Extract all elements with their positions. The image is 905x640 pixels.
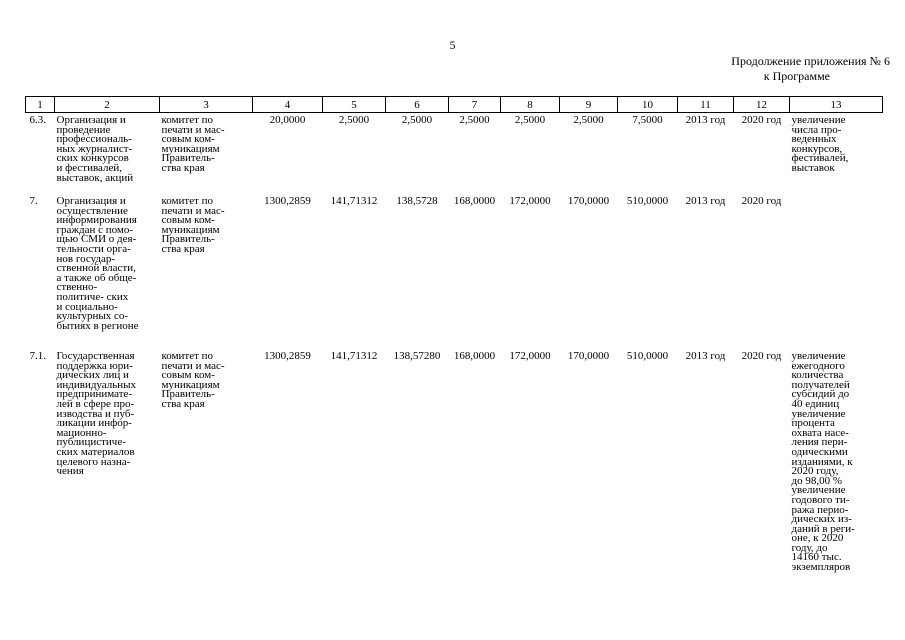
value-col-10: 510,0000 bbox=[626, 350, 669, 362]
expected-result: увеличение числа про- веденных конкурсов, фестивалей, выставок bbox=[791, 114, 849, 174]
measure-name: Организация и осуществление информирования граждан с помо- щью СМИ о дея- тельности орга- нов государ- ственной власти, а также об обще- ственно- политиче- ских и социально- культурных со- бытиях в регионе bbox=[56, 195, 139, 332]
value-col-10: 510,0000 bbox=[626, 195, 669, 207]
total-value: 1300,2859 bbox=[264, 350, 311, 362]
value-col-6: 138,57280 bbox=[393, 350, 441, 362]
row-number: 6.3. bbox=[29, 114, 46, 126]
header-cell: 5 bbox=[323, 97, 386, 113]
measure-name: Государственная поддержка юри- дических лиц и индивидуальных предпринимате- лей в сфере про- изводства и пуб- ликации инфор- мационно- публицистиче- ских материалов целевого назна- чения bbox=[56, 350, 137, 478]
page-number: 5 bbox=[449, 38, 456, 52]
executor: комитет по печати и мас- совым ком- муникациям Правитель- ства края bbox=[161, 350, 225, 410]
table-row bbox=[26, 113, 883, 195]
value-col-7: 168,0000 bbox=[453, 350, 496, 362]
value-col-7: 168,0000 bbox=[453, 195, 496, 207]
continuation-line-1: Продолжение приложения № 6 bbox=[731, 54, 890, 68]
end-year: 2020 год bbox=[741, 350, 782, 362]
end-year: 2020 год bbox=[741, 195, 782, 207]
end-year: 2020 год bbox=[741, 114, 782, 126]
appendix-continuation bbox=[690, 54, 890, 84]
header-cell: 6 bbox=[386, 97, 449, 113]
header-row bbox=[26, 97, 883, 113]
expected-result: увеличение ежегодного количества получателей субсидий до 40 единиц увеличение процента охвата насе- ления пери- одическими изданиями, к 2020 году, до 98,00 % увеличение годового ти- ража перио- дических из- даний в реги- оне, к 2020 году, до 14160 тыс. экземпляров bbox=[791, 350, 855, 574]
value-col-8: 172,0000 bbox=[509, 195, 551, 207]
header-cell: 8 bbox=[501, 97, 560, 113]
value-col-9: 170,0000 bbox=[567, 350, 610, 362]
continuation-line-2: к Программе bbox=[763, 69, 830, 83]
header-cell: 10 bbox=[618, 97, 678, 113]
table-row bbox=[26, 194, 883, 349]
start-year: 2013 год bbox=[685, 195, 726, 207]
executor: комитет по печати и мас- совым ком- муникациям Правитель- ства края bbox=[161, 114, 225, 174]
header-cell: 3 bbox=[160, 97, 253, 113]
value-col-9: 2,5000 bbox=[573, 114, 604, 126]
row-number: 7.1. bbox=[29, 350, 46, 362]
start-year: 2013 год bbox=[685, 114, 726, 126]
value-col-5: 2,5000 bbox=[338, 114, 370, 126]
table-row bbox=[26, 349, 883, 602]
row-number: 7. bbox=[29, 195, 38, 207]
header-cell: 7 bbox=[449, 97, 501, 113]
value-col-6: 138,5728 bbox=[396, 195, 438, 207]
program-table bbox=[25, 96, 883, 602]
total-value: 20,0000 bbox=[269, 114, 306, 126]
value-col-8: 172,0000 bbox=[509, 350, 551, 362]
executor: комитет по печати и мас- совым ком- муникациям Правитель- ства края bbox=[161, 195, 225, 255]
header-cell: 9 bbox=[560, 97, 618, 113]
header-cell: 1 bbox=[26, 97, 55, 113]
value-col-5: 141,71312 bbox=[330, 195, 378, 207]
header-cell: 13 bbox=[790, 97, 883, 113]
value-col-7: 2,5000 bbox=[459, 114, 490, 126]
value-col-5: 141,71312 bbox=[330, 350, 378, 362]
expected-result bbox=[790, 194, 883, 349]
header-cell: 2 bbox=[55, 97, 160, 113]
value-col-8: 2,5000 bbox=[514, 114, 546, 126]
header-cell: 12 bbox=[734, 97, 790, 113]
value-col-9: 170,0000 bbox=[567, 195, 610, 207]
value-col-10: 7,5000 bbox=[632, 114, 663, 126]
total-value: 1300,2859 bbox=[264, 195, 311, 207]
value-col-6: 2,5000 bbox=[401, 114, 433, 126]
measure-name: Организация и проведение профессиональ- ных журналист- ских конкурсов и фестивалей, выставок, акций bbox=[56, 114, 134, 184]
header-cell: 11 bbox=[678, 97, 734, 113]
start-year: 2013 год bbox=[685, 350, 726, 362]
header-cell: 4 bbox=[253, 97, 323, 113]
